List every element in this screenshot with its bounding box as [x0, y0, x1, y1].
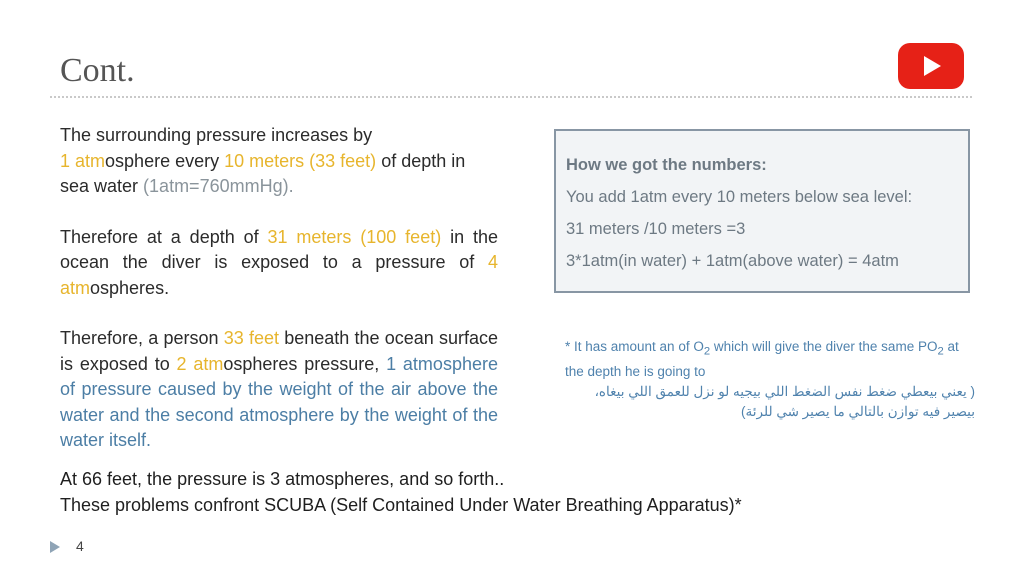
text-run: ospheres pressure,	[223, 353, 387, 374]
box-line: 3*1atm(in water) + 1atm(above water) = 4atm	[566, 252, 899, 270]
text-run: osphere every	[105, 150, 225, 171]
highlight-33-feet: 33 feet	[223, 328, 279, 348]
subscript: 2	[937, 345, 944, 358]
text-run: which will give the diver the same PO	[710, 339, 938, 354]
highlight-31-meters: 31 meters (100 feet)	[267, 226, 442, 247]
highlight-10-meters: 10 meters (33 feet)	[224, 150, 377, 171]
paragraph-33-feet	[60, 326, 498, 454]
main-text	[60, 123, 498, 454]
text-run: ospheres.	[90, 277, 170, 298]
highlight-2atm: 2 atm	[176, 353, 224, 374]
page-number: 4	[76, 538, 84, 554]
text-run: of depth in sea water	[60, 150, 466, 196]
subscript: 2	[703, 345, 711, 358]
title-divider	[50, 96, 972, 98]
text-run: Therefore, a person	[60, 328, 224, 348]
footnote-o2	[565, 337, 975, 422]
atmosphere-explanation: 1 atmosphere of pressure caused by the weight of the air above the water and the second atmosphere by the weight of the water itself.	[60, 353, 498, 450]
highlight-4atm: 4 atm	[60, 252, 498, 298]
calculation-box	[554, 129, 970, 293]
bottom-text	[60, 466, 742, 518]
box-heading: How we got the numbers:	[566, 156, 767, 174]
text-run: * It has amount an of O	[565, 339, 704, 354]
youtube-play-icon[interactable]	[898, 43, 964, 89]
box-line: You add 1atm every 10 meters below sea level:	[566, 188, 913, 206]
bottom-line-66-feet: At 66 feet, the pressure is 3 atmospheres, and so forth..	[60, 469, 505, 489]
bottom-line-scuba: These problems confront SCUBA (Self Contained Under Water Breathing Apparatus)*	[60, 495, 742, 515]
highlight-1atm: 1 atm	[60, 150, 106, 171]
play-triangle-icon	[924, 56, 941, 76]
text-run: at the depth he is going to	[565, 339, 959, 379]
box-line: 31 meters /10 meters =3	[566, 220, 746, 238]
mmhg-note: (1atm=760mmHg).	[143, 176, 294, 196]
footnote-english	[565, 337, 975, 382]
footnote-arabic: ( يعني بيعطي ضغط نفس الضغط اللي بيجيه لو نزل للعمق اللي بيغاه، بيصير فيه توازن بالتالي ما يصير شي للرئة)	[594, 383, 975, 419]
text-run: in the ocean the diver is exposed to a pressure of	[60, 226, 498, 272]
paragraph-31-meters	[60, 225, 498, 302]
slide-marker-icon	[50, 541, 60, 553]
text-run: The surrounding pressure increases by	[60, 125, 373, 145]
text-run: Therefore at a depth of	[60, 226, 268, 247]
text-run: beneath the ocean surface is exposed to	[60, 328, 499, 374]
paragraph-pressure-increase	[60, 123, 498, 200]
slide-title: Cont.	[60, 52, 135, 89]
